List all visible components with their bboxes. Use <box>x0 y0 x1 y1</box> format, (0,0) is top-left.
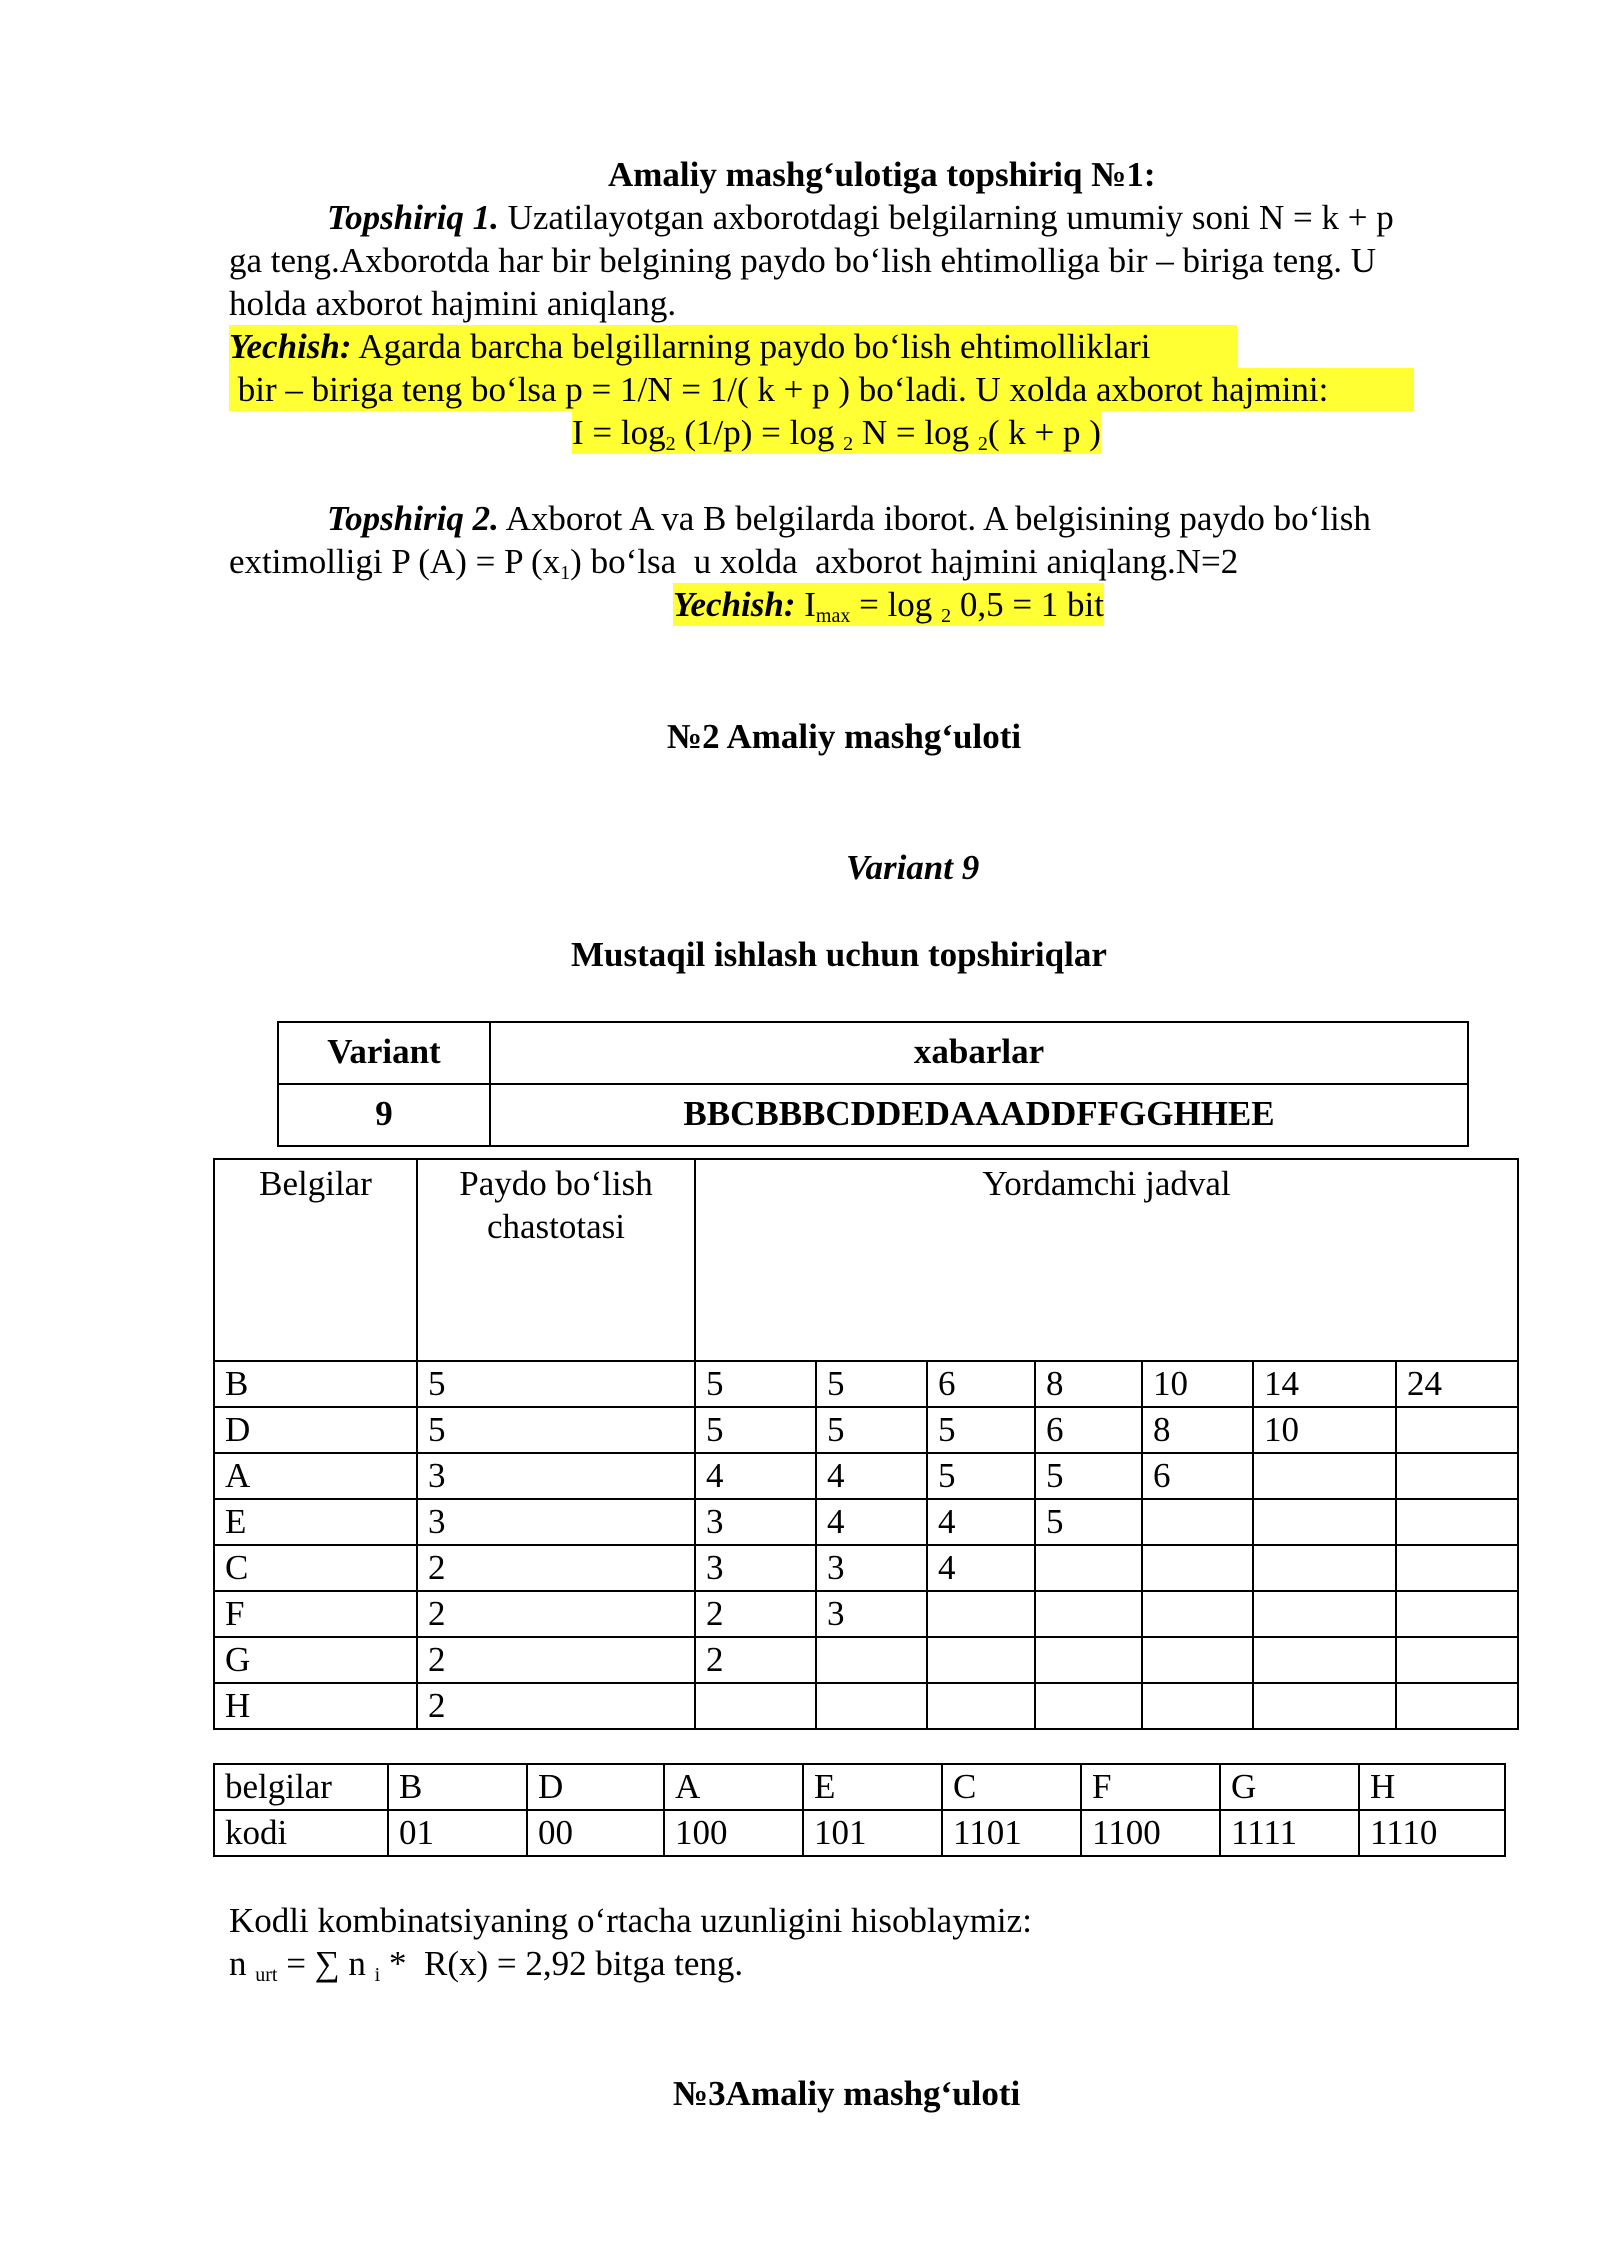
table-cell: 5 <box>1035 1453 1142 1499</box>
table-row <box>214 1591 1518 1637</box>
solution1-line2: bir – biriga teng bo‘lsa p = 1/N = 1/( k + p ) bo‘ladi. U xolda axborot hajmini: <box>229 368 1414 411</box>
table-cell: 5 <box>695 1407 816 1453</box>
table-cell <box>1142 1499 1253 1545</box>
table-cell: G <box>214 1637 417 1683</box>
table-cell: kodi <box>214 1810 388 1856</box>
solution2-formula: Yechish: $I_{max} = \log _2$ 0,5 = 1 bit <box>673 585 1104 627</box>
table-cell: 3 <box>816 1545 927 1591</box>
table-cell: E <box>803 1764 942 1810</box>
table-cell <box>1253 1683 1396 1729</box>
table-cell: B <box>388 1764 527 1810</box>
table-cell <box>1396 1683 1518 1729</box>
task2-line1: Topshiriq 2. Axborot A va B belgilarda iborot. A belgisining paydo bo‘lish <box>327 499 1371 538</box>
table-cell: 10 <box>1142 1361 1253 1407</box>
solution1-label: Yechish: <box>229 327 352 366</box>
table-cell: 10 <box>1253 1407 1396 1453</box>
table-cell: 8 <box>1142 1407 1253 1453</box>
table-cell: 5 <box>927 1407 1035 1453</box>
table-cell: C <box>942 1764 1081 1810</box>
table-cell <box>1396 1499 1518 1545</box>
table-cell: 6 <box>1142 1453 1253 1499</box>
table-cell: 100 <box>664 1810 803 1856</box>
task2-label: Topshiriq 2. <box>327 499 499 538</box>
solution2-label: Yechish: <box>673 585 796 624</box>
table-cell <box>816 1683 927 1729</box>
table-cell <box>1253 1453 1396 1499</box>
task1-line3: holda axborot hajmini aniqlang. <box>229 284 677 323</box>
table-cell <box>695 1683 816 1729</box>
table-cell: 3 <box>695 1545 816 1591</box>
table-cell <box>1035 1637 1142 1683</box>
table-cell: B <box>214 1361 417 1407</box>
table-cell: 2 <box>695 1591 816 1637</box>
task2-line2: extimolligi P (A) = P $(x_1)$ bo‘lsa u xolda axborot hajmini aniqlang.N=2 <box>229 542 1239 584</box>
table-cell <box>1396 1545 1518 1591</box>
section1-title-text: Amaliy mashg‘ulotiga topshiriq №1: <box>608 155 1156 194</box>
section3-title: №3Amaliy mashg‘uloti <box>673 2074 1021 2113</box>
table-cell: 3 <box>816 1591 927 1637</box>
table-row <box>278 1022 1468 1084</box>
table-cell: 1101 <box>942 1810 1081 1856</box>
table-cell: 6 <box>1035 1407 1142 1453</box>
table-cell <box>927 1591 1035 1637</box>
table-row <box>214 1545 1518 1591</box>
table-cell: 2 <box>417 1637 695 1683</box>
table-row <box>214 1499 1518 1545</box>
table-cell: 5 <box>816 1361 927 1407</box>
table-cell <box>1142 1591 1253 1637</box>
variant-header: Variant <box>278 1022 490 1084</box>
table-cell: 8 <box>1035 1361 1142 1407</box>
table-cell: A <box>664 1764 803 1810</box>
table-cell: 1111 <box>1220 1810 1359 1856</box>
table-cell: H <box>1359 1764 1505 1810</box>
table-cell: D <box>214 1407 417 1453</box>
table-cell <box>927 1637 1035 1683</box>
code-table <box>213 1763 1506 1857</box>
table-cell: belgilar <box>214 1764 388 1810</box>
table-cell: E <box>214 1499 417 1545</box>
header-aux: Yordamchi jadval <box>695 1159 1518 1361</box>
table-cell: 5 <box>417 1361 695 1407</box>
avg-length-text: Kodli kombinatsiyaning o‘rtacha uzunligini hisoblaymiz: <box>229 1901 1032 1940</box>
table-cell: 101 <box>803 1810 942 1856</box>
table-cell: 4 <box>816 1453 927 1499</box>
table-cell: 2 <box>417 1545 695 1591</box>
avg-length-formula: n $_{urt}$ = ∑ n $_i$ * R(x) = 2,92 bitga teng. <box>229 1944 744 1986</box>
table-cell: 4 <box>816 1499 927 1545</box>
table-cell: H <box>214 1683 417 1729</box>
table-cell <box>1253 1545 1396 1591</box>
solution1-formula: $I = \log_2 (1/p) = \log _2$ N = log $_2$( k + p ) <box>572 413 1101 455</box>
table-cell: C <box>214 1545 417 1591</box>
variant-title: Variant 9 <box>846 848 980 887</box>
table-cell: F <box>214 1591 417 1637</box>
table-cell: 2 <box>695 1637 816 1683</box>
solution1-line1: Yechish: Agarda barcha belgillarning paydo bo‘lish ehtimolliklari <box>229 325 1237 368</box>
table-cell: 00 <box>527 1810 664 1856</box>
table-cell: 3 <box>695 1499 816 1545</box>
table-cell: 3 <box>417 1499 695 1545</box>
table-cell <box>1253 1499 1396 1545</box>
table-row <box>214 1637 1518 1683</box>
table-cell: 4 <box>695 1453 816 1499</box>
variant-number: 9 <box>278 1084 490 1146</box>
table-cell: 2 <box>417 1591 695 1637</box>
table-row <box>214 1810 1505 1856</box>
section2-subtitle: Mustaqil ishlash uchun topshiriqlar <box>571 935 1107 974</box>
table-cell <box>1035 1545 1142 1591</box>
table-cell: 1100 <box>1081 1810 1220 1856</box>
table-cell <box>1396 1591 1518 1637</box>
table-cell <box>1142 1545 1253 1591</box>
table-row <box>214 1407 1518 1453</box>
table-cell: 1110 <box>1359 1810 1505 1856</box>
table-row <box>214 1683 1518 1729</box>
header-symbols: Belgilar <box>214 1159 417 1361</box>
table-cell <box>927 1683 1035 1729</box>
table-cell: 5 <box>417 1407 695 1453</box>
table-cell <box>1142 1637 1253 1683</box>
table-cell: A <box>214 1453 417 1499</box>
variant-table <box>277 1021 1469 1147</box>
table-cell: 01 <box>388 1810 527 1856</box>
table-cell <box>1035 1591 1142 1637</box>
table-cell: 3 <box>417 1453 695 1499</box>
table-cell <box>1253 1637 1396 1683</box>
table-cell: 6 <box>927 1361 1035 1407</box>
auxiliary-table <box>213 1158 1519 1730</box>
table-row <box>278 1084 1468 1146</box>
table-cell: F <box>1081 1764 1220 1810</box>
messages-header: xabarlar <box>490 1022 1468 1084</box>
table-cell <box>1396 1407 1518 1453</box>
task1-line2: ga teng.Axborotda har bir belgining paydo bo‘lish ehtimolliga bir – biriga teng. U <box>229 241 1376 280</box>
table-cell: 4 <box>927 1499 1035 1545</box>
table-cell: 5 <box>695 1361 816 1407</box>
header-frequency: Paydo bo‘lish chastotasi <box>417 1159 695 1361</box>
table-cell: 2 <box>417 1683 695 1729</box>
table-cell: 4 <box>927 1545 1035 1591</box>
table-cell: 24 <box>1396 1361 1518 1407</box>
table-cell: 5 <box>927 1453 1035 1499</box>
table-cell <box>1253 1591 1396 1637</box>
table-cell <box>816 1637 927 1683</box>
section2-title: №2 Amaliy mashg‘uloti <box>667 717 1022 756</box>
table-row <box>214 1764 1505 1810</box>
table-cell: G <box>1220 1764 1359 1810</box>
task1-label: Topshiriq 1. <box>327 198 499 237</box>
table-cell <box>1396 1453 1518 1499</box>
table-row <box>214 1361 1518 1407</box>
table-cell <box>1396 1637 1518 1683</box>
table-cell: 14 <box>1253 1361 1396 1407</box>
task1-line1: Topshiriq 1. Uzatilayotgan axborotdagi belgilarning umumiy soni N = k + p <box>327 198 1394 237</box>
table-cell: 5 <box>1035 1499 1142 1545</box>
table-cell: D <box>527 1764 664 1810</box>
table-cell <box>1035 1683 1142 1729</box>
table-header-row <box>214 1159 1518 1361</box>
table-cell: 5 <box>816 1407 927 1453</box>
message-string: BBCBBBCDDEDAAADDFFGGHHEE <box>490 1084 1468 1146</box>
table-row <box>214 1453 1518 1499</box>
table-cell <box>1142 1683 1253 1729</box>
